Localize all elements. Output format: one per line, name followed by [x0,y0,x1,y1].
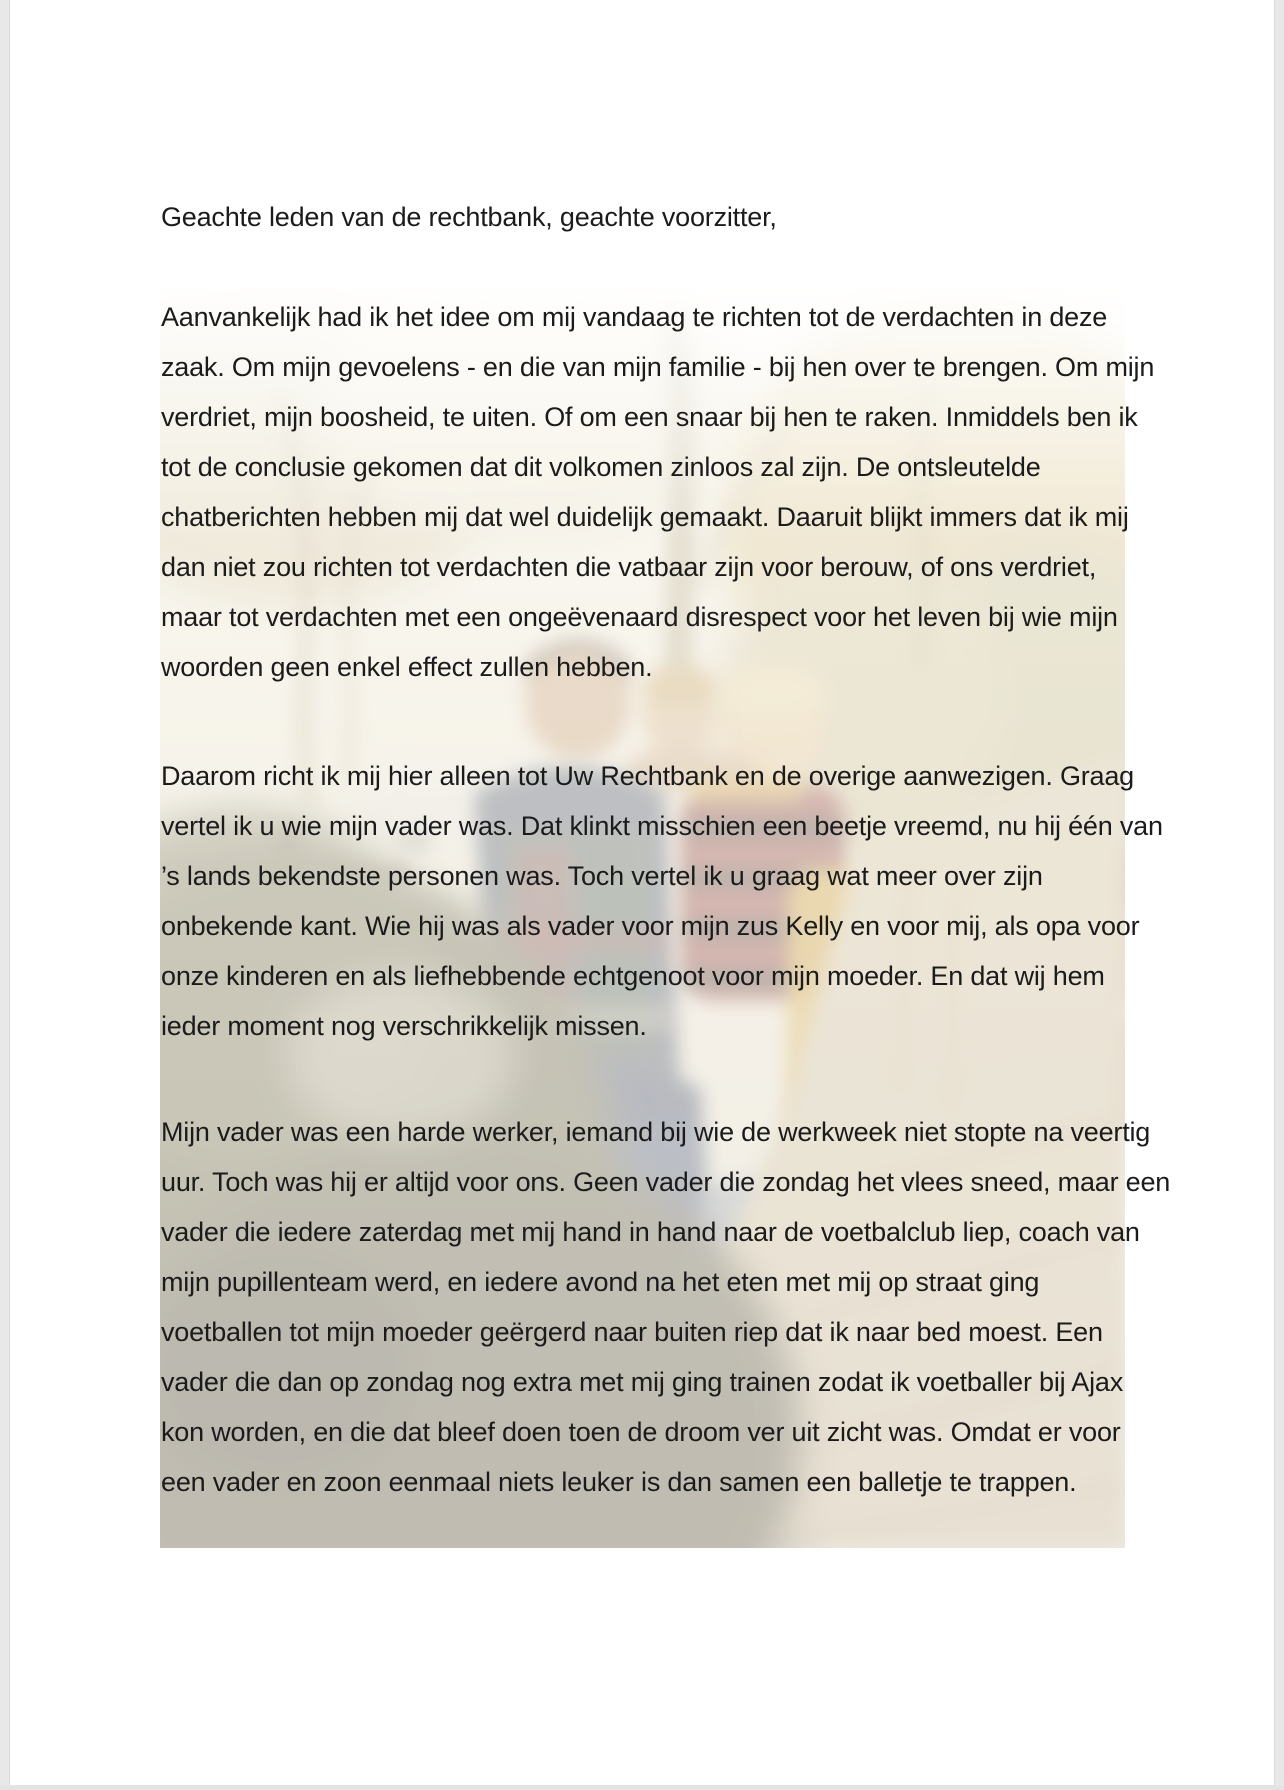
text-line: ’s lands bekendste personen was. Toch vertel ik u graag wat meer over zijn [161,861,1043,891]
text-line: een vader en zoon eenmaal niets leuker is dan samen een balletje te trappen. [161,1467,1077,1497]
text-line: mijn pupillenteam werd, en iedere avond na het eten met mij op straat ging [161,1267,1040,1297]
paragraph-2 [161,751,1163,1051]
page-edge-bottom [0,1785,1284,1790]
text-line: vader die iedere zaterdag met mij hand in hand naar de voetbalclub liep, coach van [161,1217,1140,1247]
text-line: woorden geen enkel effect zullen hebben. [161,652,653,682]
text-line: chatberichten hebben mij dat wel duidelijk gemaakt. Daaruit blijkt immers dat ik mij [161,502,1129,532]
text-line: onze kinderen en als liefhebbende echtgenoot voor mijn moeder. En dat wij hem [161,961,1105,991]
text-line: kon worden, en die dat bleef doen toen de droom ver uit zicht was. Omdat er voor [161,1417,1121,1447]
text-line: Mijn vader was een harde werker, iemand bij wie de werkweek niet stopte na veertig [161,1117,1151,1147]
salutation-block [161,192,777,242]
text-line: vertel ik u wie mijn vader was. Dat klinkt misschien een beetje vreemd, nu hij één van [161,811,1163,841]
text-line: dan niet zou richten tot verdachten die vatbaar zijn voor berouw, of ons verdriet, [161,552,1097,582]
paragraph-3 [161,1107,1170,1507]
text-line: maar tot verdachten met een ongeëvenaard disrespect voor het leven bij wie mijn [161,602,1118,632]
text-line: ieder moment nog verschrikkelijk missen. [161,1011,647,1041]
paragraph-1 [161,292,1154,692]
page-edge-right [1274,0,1284,1790]
text-line: zaak. Om mijn gevoelens - en die van mijn familie - bij hen over te brengen. Om mijn [161,352,1155,382]
text-line: vader die dan op zondag nog extra met mij ging trainen zodat ik voetballer bij Ajax [161,1367,1123,1397]
text-line: tot de conclusie gekomen dat dit volkomen zinloos zal zijn. De ontsleutelde [161,452,1041,482]
text-line: uur. Toch was hij er altijd voor ons. Geen vader die zondag het vlees sneed, maar een [161,1167,1171,1197]
text-line: voetballen tot mijn moeder geërgerd naar buiten riep dat ik naar bed moest. Een [161,1317,1103,1347]
salutation-line: Geachte leden van de rechtbank, geachte voorzitter, [161,202,777,232]
text-line: verdriet, mijn boosheid, te uiten. Of om een snaar bij hen te raken. Inmiddels ben ik [161,402,1138,432]
text-line: onbekende kant. Wie hij was als vader voor mijn zus Kelly en voor mij, als opa voor [161,911,1140,941]
text-line: Daarom richt ik mij hier alleen tot Uw Rechtbank en de overige aanwezigen. Graag [161,761,1134,791]
text-line: Aanvankelijk had ik het idee om mij vandaag te richten tot de verdachten in deze [161,302,1108,332]
page-edge-left [0,0,10,1790]
